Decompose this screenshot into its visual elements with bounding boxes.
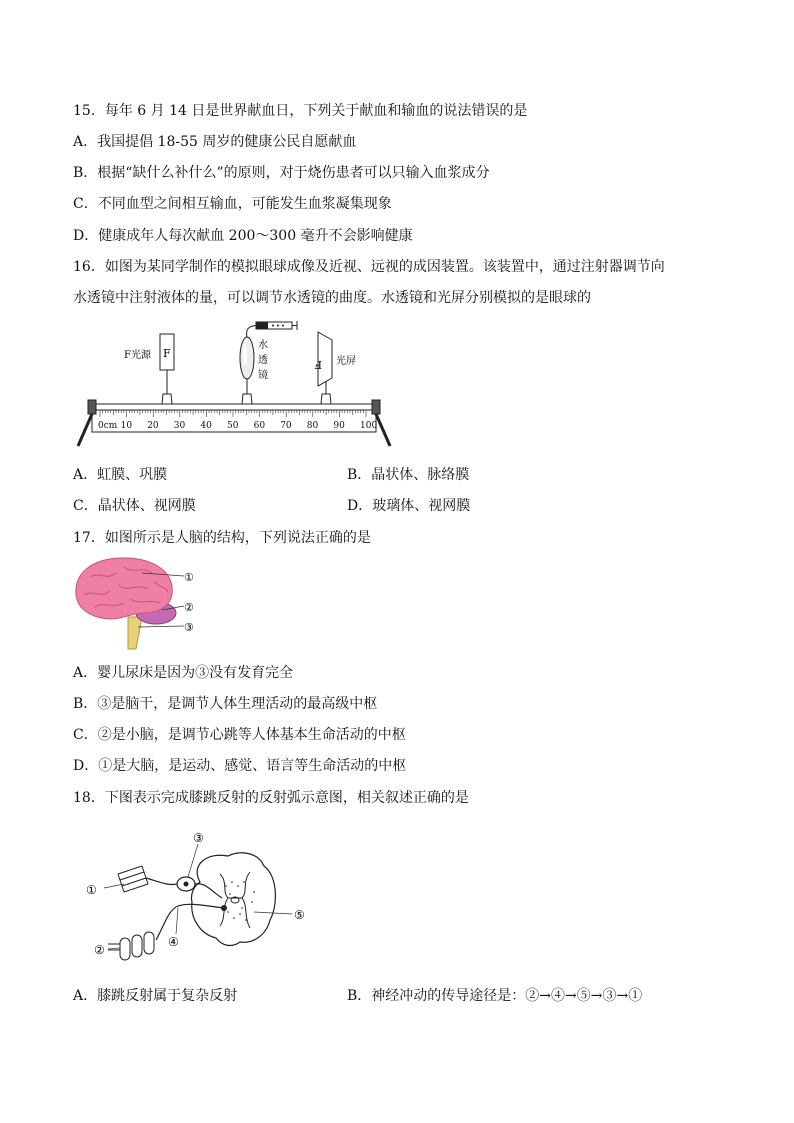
reflex-label-4: ④ [168, 935, 179, 949]
ruler-tick-label: 90 [333, 421, 345, 431]
reflex-label-5: ⑤ [294, 908, 305, 922]
brain-figure [70, 555, 210, 655]
q16-stem-line2: 水透镜中注射液体的量，可以调节水透镜的曲度。水透镜和光屏分别模拟的是眼球的 [73, 290, 591, 306]
reflex-arc-figure [82, 822, 342, 968]
q18-stem: 18．下图表示完成膝跳反射的反射弧示意图，相关叙述正确的是 [73, 790, 469, 806]
eye-model-figure [70, 318, 400, 450]
reflex-label-1: ① [86, 883, 97, 897]
light-source-label: F光源 [124, 350, 151, 361]
q16-option-b: B．晶状体、脉络膜 [347, 467, 470, 483]
ruler-tick-label: 20 [147, 421, 159, 431]
brain-label-1: ① [184, 571, 194, 584]
screen-label: 光屏 [336, 356, 356, 367]
brainstem [128, 617, 142, 649]
brain-label-2: ② [184, 601, 194, 614]
ruler-tick-label: 40 [200, 421, 212, 431]
ruler-tick-label: 100 [360, 421, 378, 431]
water-lens [240, 337, 254, 379]
spinal-cord [191, 853, 275, 946]
ruler-tick-label: 50 [227, 421, 239, 431]
q16-option-a: A．虹膜、巩膜 [73, 467, 168, 483]
receptor [118, 866, 148, 892]
effector [108, 932, 154, 960]
q18-option-b: B．神经冲动的传导途径是：②→④→⑤→③→① [347, 988, 643, 1004]
q15-option-d: D．健康成年人每次献血 200～300 毫升不会影响健康 [73, 228, 413, 244]
screen-f: F [314, 358, 322, 371]
q16-option-c: C．晶状体、视网膜 [73, 498, 196, 514]
lens-label-1: 水 [258, 340, 268, 351]
ruler-tick-label: 70 [280, 421, 292, 431]
q15-option-c: C．不同血型之间相互输血，可能发生血浆凝集现象 [73, 196, 392, 212]
q15-stem: 15．每年 6 月 14 日是世界献血日，下列关于献血和输血的说法错误的是 [73, 103, 528, 119]
brain-label-3: ③ [184, 621, 194, 634]
q18-option-a: A．膝跳反射属于复杂反射 [73, 988, 238, 1004]
ruler-tick-label: 30 [173, 421, 186, 431]
ruler-tick-label: 0cm [98, 421, 118, 431]
reflex-label-3: ③ [193, 831, 204, 845]
optical-bench [92, 404, 376, 410]
q17-option-c: C．②是小脑，是调节心跳等人体基本生命活动的中枢 [73, 727, 406, 743]
lens-label-2: 透 [258, 355, 268, 366]
ruler-tick-label: 10 [120, 421, 133, 431]
q17-option-a: A．婴儿尿床是因为③没有发育完全 [73, 665, 294, 681]
q15-option-b: B．根据“缺什么补什么”的原则，对于烧伤患者可以只输入血浆成分 [73, 165, 490, 181]
q16-option-d: D．玻璃体、视网膜 [347, 498, 471, 514]
ruler-tick-label: 60 [253, 421, 266, 431]
light-source-f: F [163, 347, 171, 360]
q17-option-d: D．①是大脑，是运动、感觉、语言等生命活动的中枢 [73, 758, 407, 774]
lens-label-3: 镜 [258, 370, 268, 381]
q16-stem-line1: 16．如图为某同学制作的模拟眼球成像及近视、远视的成因装置。该装置中，通过注射器调节向 [73, 259, 665, 275]
ruler-tick-label: 80 [306, 421, 319, 431]
q17-stem: 17．如图所示是人脑的结构，下列说法正确的是 [73, 530, 371, 546]
q15-option-a: A．我国提倡 18-55 周岁的健康公民自愿献血 [73, 134, 357, 150]
reflex-label-2: ② [94, 943, 105, 957]
q17-option-b: B．③是脑干，是调节人体生理活动的最高级中枢 [73, 696, 378, 712]
